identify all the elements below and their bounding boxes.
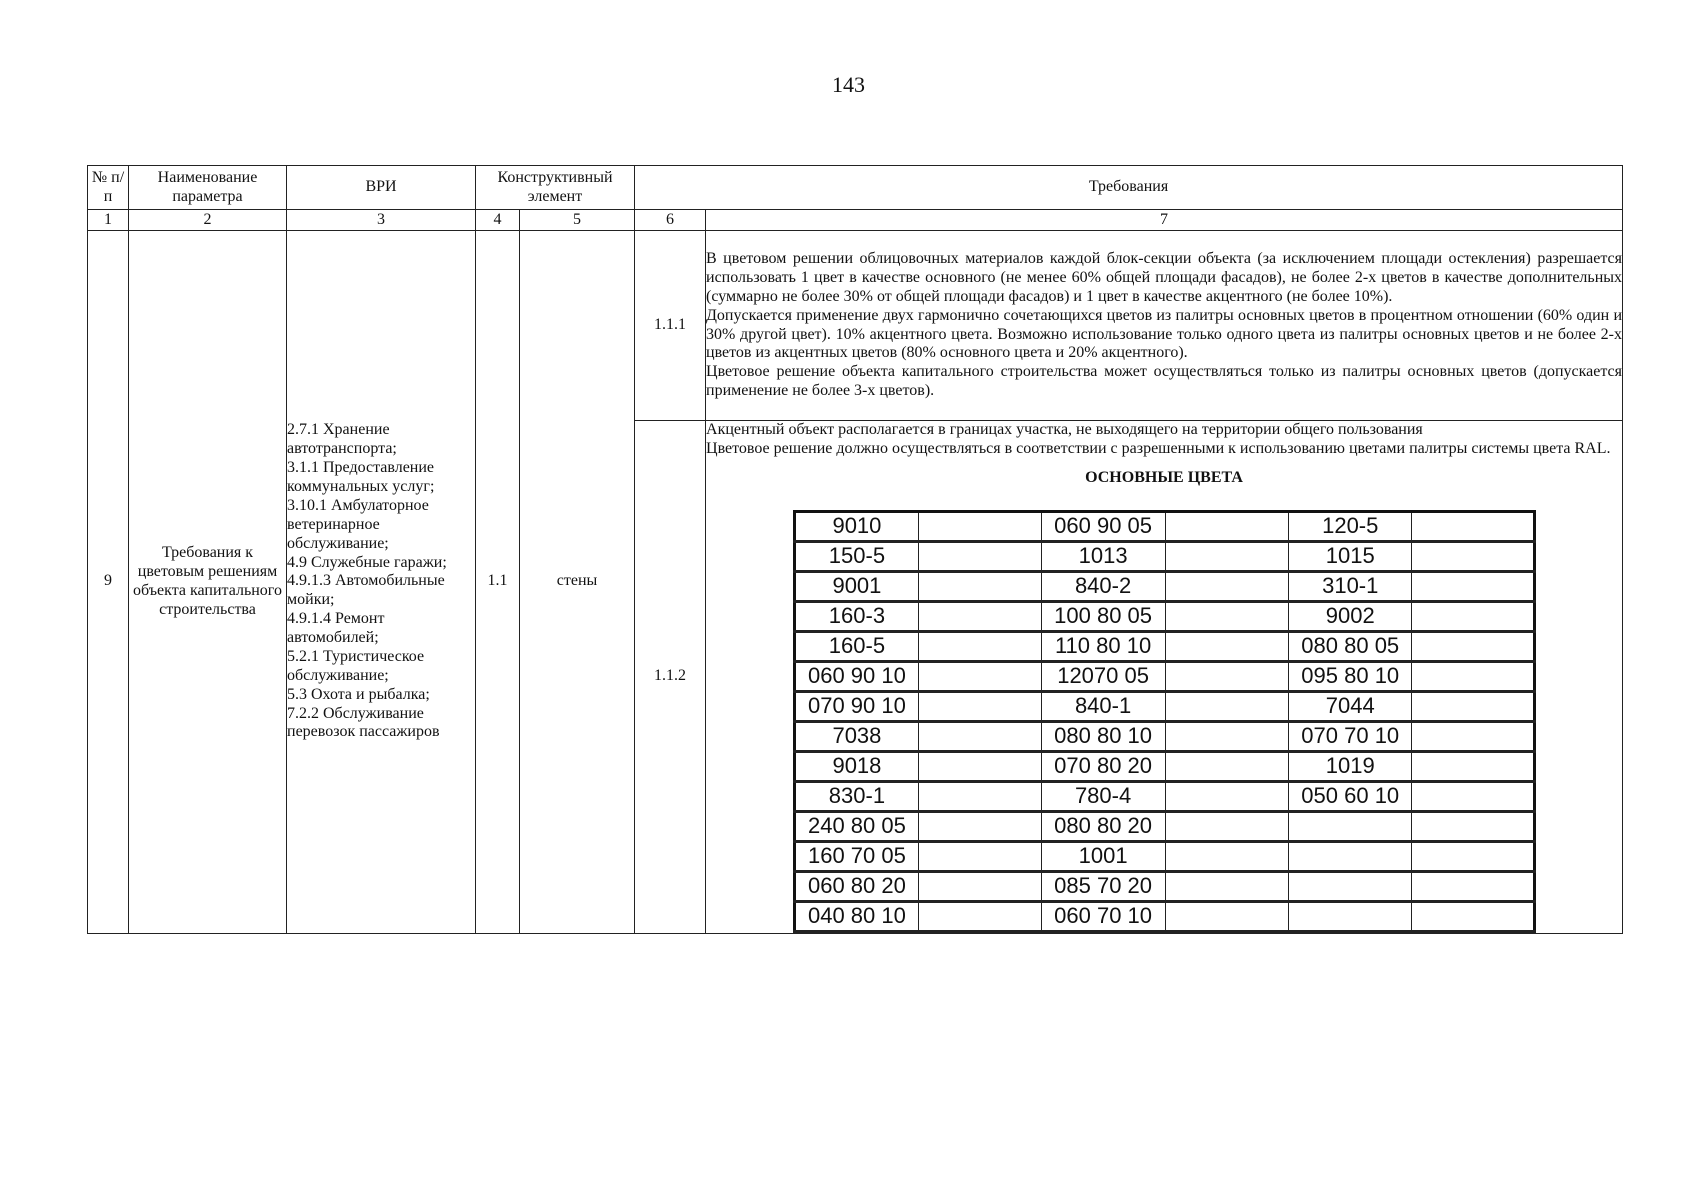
color-code-cell: 050 60 10 xyxy=(1289,781,1412,811)
color-code-cell xyxy=(1289,901,1412,931)
colors-row xyxy=(795,661,1535,691)
color-code-cell: 840-2 xyxy=(1041,571,1165,601)
color-code-cell: 120-5 xyxy=(1289,511,1412,541)
color-code-cell: 9018 xyxy=(795,751,919,781)
requirement-paragraph: В цветовом решении облицовочных материалов каждой блок-секции объекта (за исключением площади остекления) разрешается использовать 1 цвет в качестве основного (не менее 60% общей площади фасадов), не более 2-х цветов в качестве дополнительных (суммарно не более 30% от общей площади фасадов) и 1 цвет в качестве акцентного (не более 10%). xyxy=(706,250,1623,305)
color-code-cell: 1015 xyxy=(1289,541,1412,571)
color-code-cell: 160 70 05 xyxy=(795,841,919,871)
color-code-cell xyxy=(918,871,1041,901)
col-number: 1 xyxy=(88,210,129,231)
requirements-table xyxy=(87,165,1623,934)
color-code-cell: 7044 xyxy=(1289,691,1412,721)
color-code-cell xyxy=(1289,871,1412,901)
color-code-cell xyxy=(1412,661,1535,691)
color-code-cell: 150-5 xyxy=(795,541,919,571)
color-code-cell: 160-3 xyxy=(795,601,919,631)
color-code-cell xyxy=(918,901,1041,931)
colors-row xyxy=(795,751,1535,781)
color-code-cell xyxy=(1165,541,1289,571)
color-code-cell: 7038 xyxy=(795,721,919,751)
color-code-cell xyxy=(1165,661,1289,691)
header-vri: ВРИ xyxy=(287,166,476,210)
colors-row xyxy=(795,601,1535,631)
color-code-cell xyxy=(1412,601,1535,631)
color-code-cell xyxy=(1165,751,1289,781)
color-code-cell: 080 80 20 xyxy=(1041,811,1165,841)
vri-item: 5.3 Охота и рыбалка; xyxy=(287,685,430,703)
colors-row xyxy=(795,811,1535,841)
requirement-text xyxy=(706,231,1623,421)
colors-row xyxy=(795,781,1535,811)
color-code-cell xyxy=(1165,811,1289,841)
color-code-cell xyxy=(918,751,1041,781)
color-code-cell xyxy=(1165,721,1289,751)
color-code-cell xyxy=(1165,901,1289,931)
colors-row xyxy=(795,841,1535,871)
row-number: 9 xyxy=(88,231,129,934)
colors-row xyxy=(795,631,1535,661)
col-number: 2 xyxy=(129,210,287,231)
color-code-cell xyxy=(1165,631,1289,661)
sub-code: 1.1.1 xyxy=(635,231,706,421)
color-code-cell: 310-1 xyxy=(1289,571,1412,601)
header-requirements: Требования xyxy=(635,166,1623,210)
colors-row xyxy=(795,871,1535,901)
colors-row xyxy=(795,571,1535,601)
table-row xyxy=(88,231,1623,421)
color-code-cell: 060 70 10 xyxy=(1041,901,1165,931)
param-name: Требования к цветовым решениям объекта капитального строительства xyxy=(129,231,287,934)
color-code-cell xyxy=(918,811,1041,841)
color-code-cell xyxy=(1412,871,1535,901)
col-number: 7 xyxy=(706,210,1623,231)
vri-item: 4.9 Служебные гаражи; xyxy=(287,553,447,571)
color-code-cell xyxy=(1412,511,1535,541)
color-code-cell xyxy=(1165,871,1289,901)
color-code-cell xyxy=(1412,751,1535,781)
vri-item: 7.2.2 Обслуживание перевозок пассажиров xyxy=(287,704,440,741)
colors-row xyxy=(795,691,1535,721)
header-param: Наименование параметра xyxy=(129,166,287,210)
vri-item: 4.9.1.4 Ремонт автомобилей; xyxy=(287,610,385,646)
color-code-cell: 080 80 05 xyxy=(1289,631,1412,661)
col-number: 3 xyxy=(287,210,476,231)
col-number: 4 xyxy=(476,210,520,231)
color-code-cell xyxy=(918,631,1041,661)
color-code-cell: 070 70 10 xyxy=(1289,721,1412,751)
requirement-paragraph: Допускается применение двух гармонично сочетающихся цветов из палитры основных цветов в процентном отношении (60% один и 30% другой цвет). 10% акцентного цвета. Возможно использование только одного цвета из палитры основных цветов и не более 2-х цветов из акцентных цветов (80% основного цвета и 20% акцентного). xyxy=(706,306,1623,362)
color-code-cell: 9001 xyxy=(795,571,919,601)
element-code: 1.1 xyxy=(476,231,520,934)
color-code-cell xyxy=(1412,571,1535,601)
colors-row xyxy=(795,541,1535,571)
vri-list xyxy=(287,231,476,934)
color-code-cell xyxy=(918,601,1041,631)
color-code-cell xyxy=(918,571,1041,601)
color-code-cell xyxy=(1165,571,1289,601)
color-code-cell: 1013 xyxy=(1041,541,1165,571)
color-code-cell xyxy=(1412,841,1535,871)
accent-requirement xyxy=(706,421,1623,934)
requirement-paragraph: Акцентный объект располагается в границах участка, не выходящего на территории общего пользования xyxy=(706,421,1423,438)
color-code-cell xyxy=(918,781,1041,811)
column-numbers-row xyxy=(88,210,1623,231)
color-code-cell xyxy=(918,691,1041,721)
color-code-cell: 060 90 05 xyxy=(1041,511,1165,541)
color-code-cell xyxy=(918,511,1041,541)
page-number: 143 xyxy=(832,72,865,97)
color-code-cell xyxy=(918,661,1041,691)
color-code-cell xyxy=(1165,841,1289,871)
color-code-cell: 085 70 20 xyxy=(1041,871,1165,901)
color-code-cell: 070 80 20 xyxy=(1041,751,1165,781)
color-code-cell xyxy=(1165,601,1289,631)
color-code-cell xyxy=(1165,691,1289,721)
color-code-cell: 060 80 20 xyxy=(795,871,919,901)
header-num: № п/п xyxy=(88,166,129,210)
color-code-cell xyxy=(918,721,1041,751)
color-code-cell xyxy=(918,541,1041,571)
color-code-cell: 100 80 05 xyxy=(1041,601,1165,631)
header-element: Конструктивный элемент xyxy=(476,166,635,210)
colors-title: ОСНОВНЫЕ ЦВЕТА xyxy=(1085,468,1243,486)
color-code-cell: 095 80 10 xyxy=(1289,661,1412,691)
color-code-cell: 080 80 10 xyxy=(1041,721,1165,751)
vri-item: 3.1.1 Предоставление коммунальных услуг; xyxy=(287,459,435,495)
color-code-cell xyxy=(1412,631,1535,661)
color-code-cell: 060 90 10 xyxy=(795,661,919,691)
color-code-cell: 160-5 xyxy=(795,631,919,661)
color-code-cell: 9010 xyxy=(795,511,919,541)
color-code-cell xyxy=(1165,781,1289,811)
header-row xyxy=(88,166,1623,210)
color-code-cell: 1001 xyxy=(1041,841,1165,871)
col-number: 6 xyxy=(635,210,706,231)
color-code-cell: 240 80 05 xyxy=(795,811,919,841)
color-code-cell xyxy=(1289,811,1412,841)
color-code-cell xyxy=(1289,841,1412,871)
colors-row xyxy=(795,511,1535,541)
color-code-cell xyxy=(1165,511,1289,541)
color-code-cell xyxy=(918,841,1041,871)
color-code-cell: 12070 05 xyxy=(1041,661,1165,691)
color-code-cell: 040 80 10 xyxy=(795,901,919,931)
vri-item: 5.2.1 Туристическое обслуживание; xyxy=(287,647,425,684)
color-code-cell xyxy=(1412,541,1535,571)
color-code-cell: 1019 xyxy=(1289,751,1412,781)
color-code-cell: 840-1 xyxy=(1041,691,1165,721)
color-code-cell xyxy=(1412,811,1535,841)
color-code-cell: 830-1 xyxy=(795,781,919,811)
color-code-cell: 110 80 10 xyxy=(1041,631,1165,661)
color-code-cell: 9002 xyxy=(1289,601,1412,631)
requirement-paragraph: Цветовое решение должно осуществляться в соответствии с разрешенными к использованию цветами палитры системы цвета RAL. xyxy=(706,439,1611,457)
vri-item: 4.9.1.3 Автомобильные мойки; xyxy=(287,572,445,609)
sub-code: 1.1.2 xyxy=(635,421,706,934)
colors-row xyxy=(795,901,1535,931)
color-code-cell: 070 90 10 xyxy=(795,691,919,721)
vri-item: 2.7.1 Хранение автотранспорта; xyxy=(287,421,397,458)
color-code-cell: 780-4 xyxy=(1041,781,1165,811)
vri-item: 3.10.1 Амбулаторное ветеринарное обслуживание; xyxy=(287,496,429,552)
color-code-cell xyxy=(1412,691,1535,721)
color-code-cell xyxy=(1412,901,1535,931)
colors-row xyxy=(795,721,1535,751)
requirement-paragraph: Цветовое решение объекта капитального строительства может осуществляться только из палитры основных цветов (допускается применение не более 3-х цветов). xyxy=(706,363,1623,400)
col-number: 5 xyxy=(520,210,635,231)
colors-table xyxy=(793,510,1536,933)
color-code-cell xyxy=(1412,721,1535,751)
color-code-cell xyxy=(1412,781,1535,811)
element-name: стены xyxy=(520,231,635,934)
